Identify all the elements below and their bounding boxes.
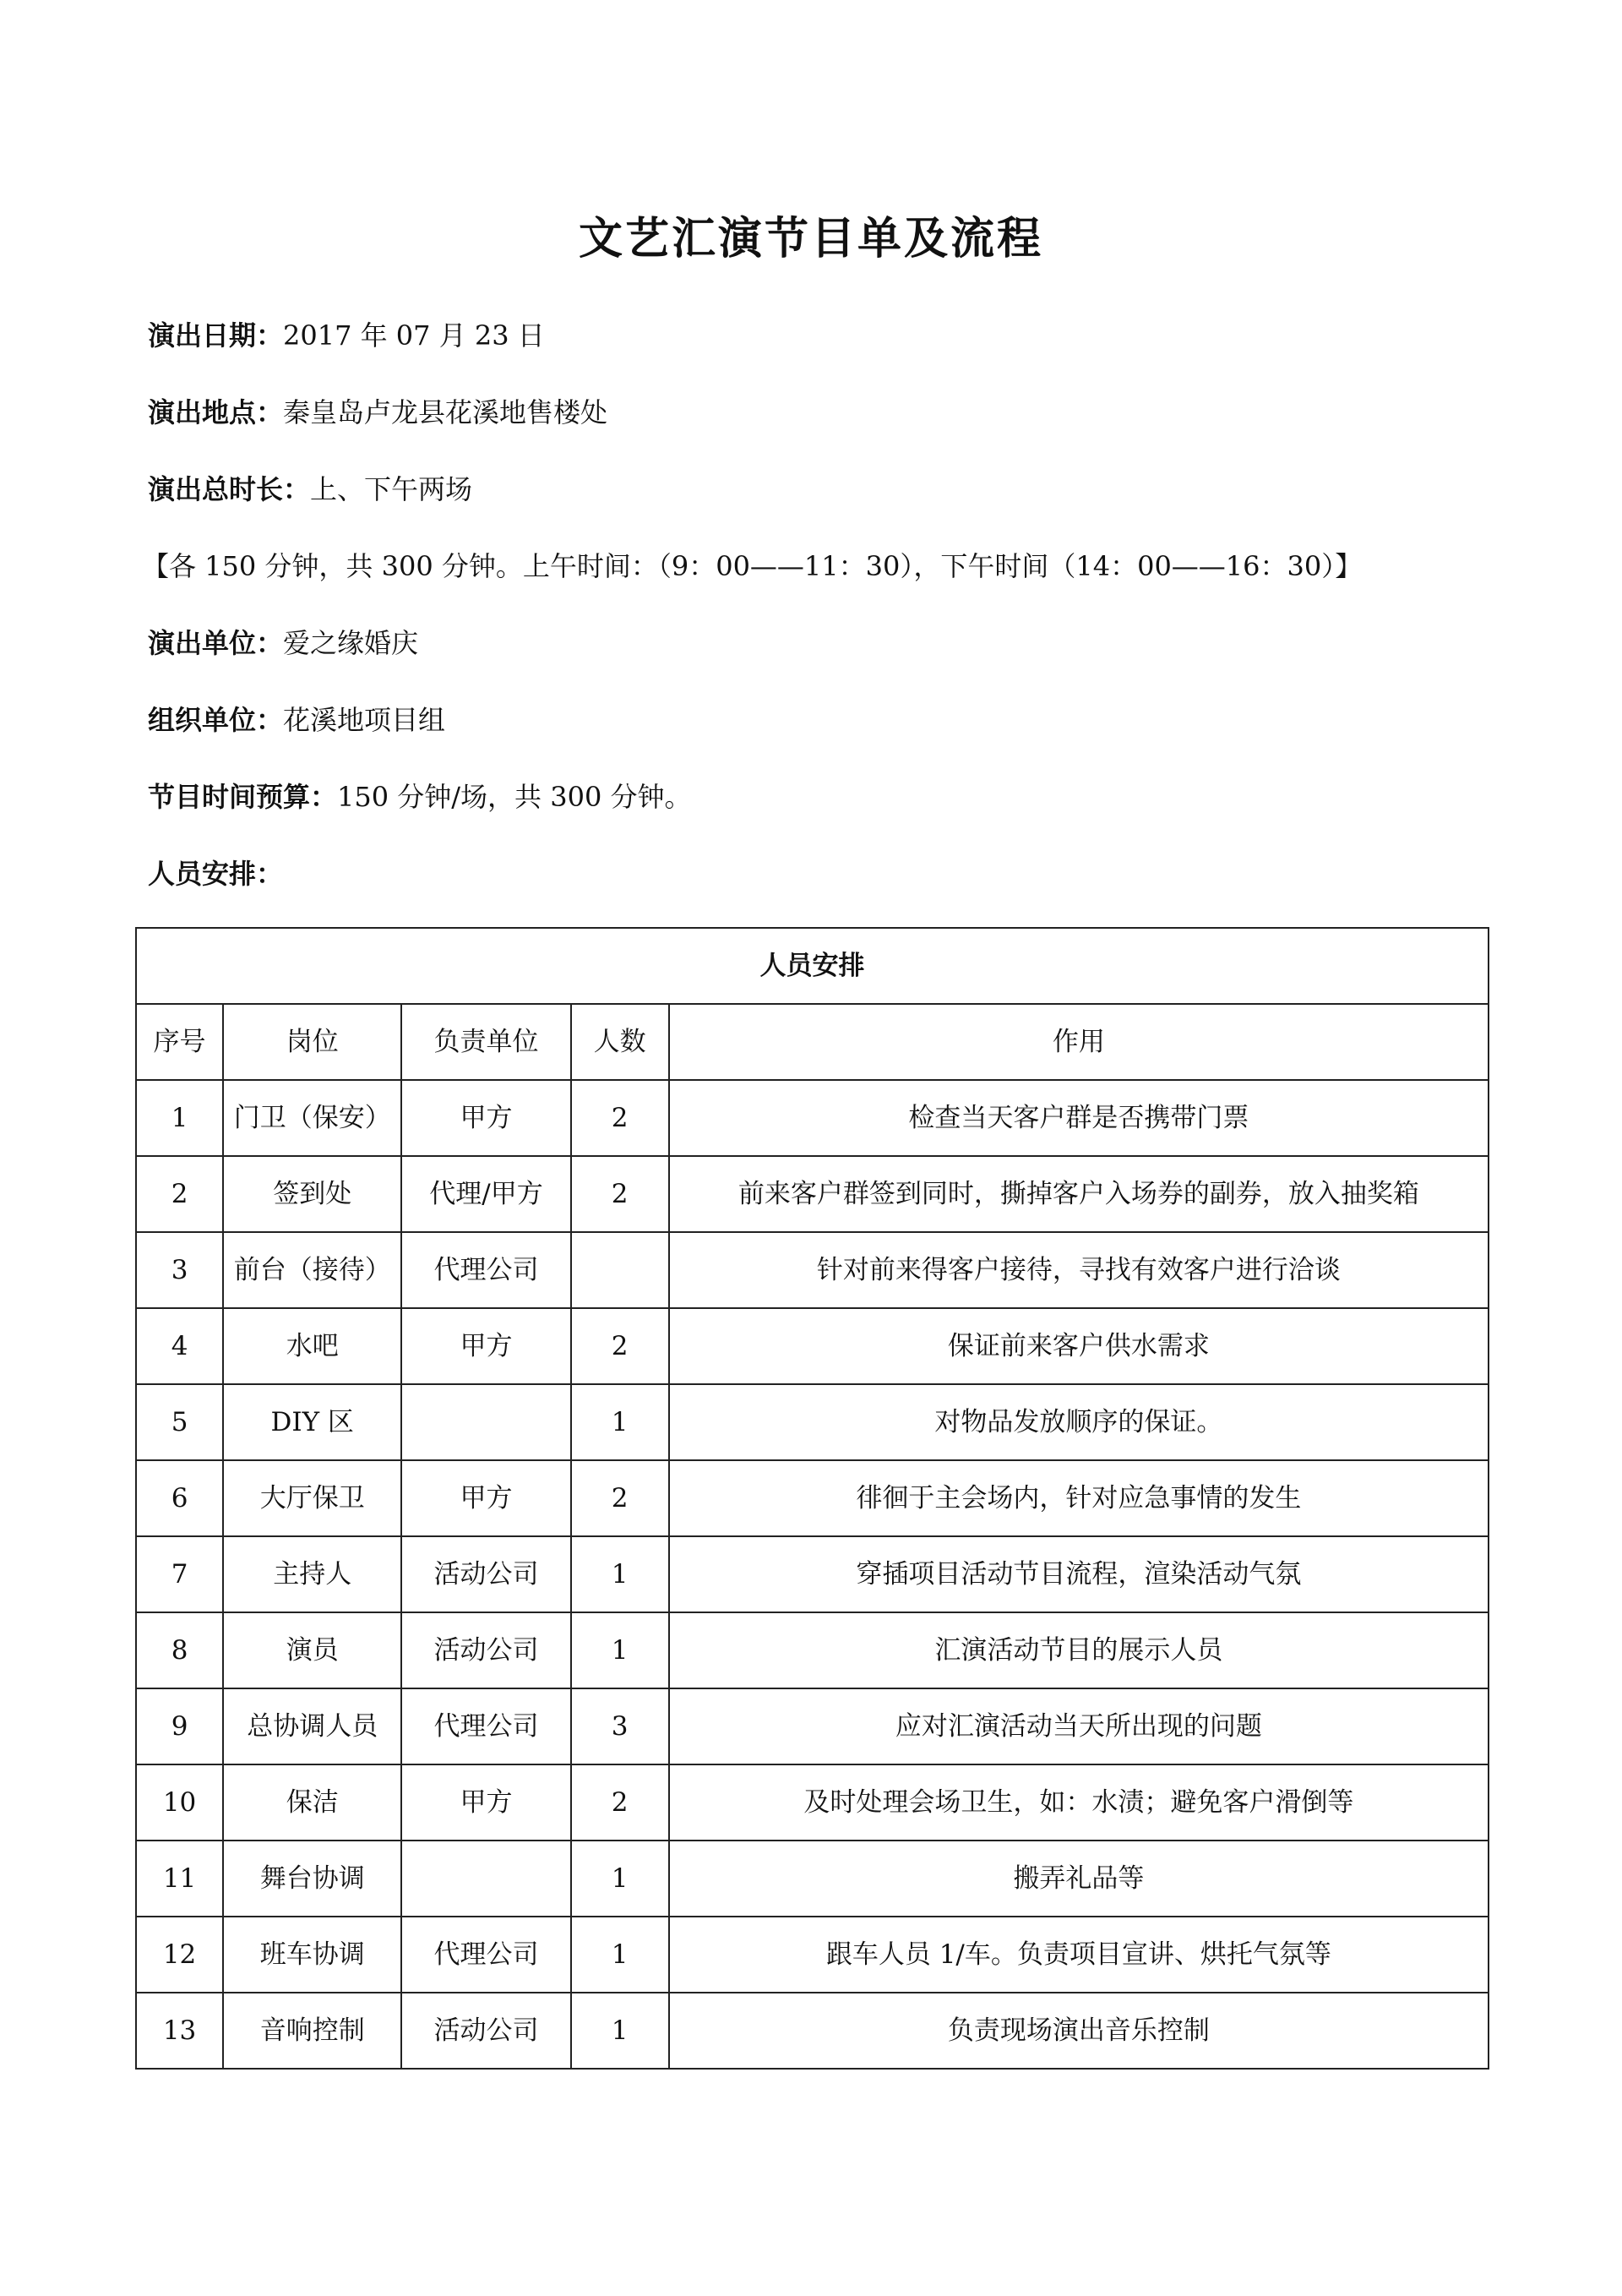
info-duration-label: 演出总时长： <box>148 473 311 505</box>
table-row <box>136 1917 1489 1993</box>
table-row <box>136 1460 1489 1536</box>
info-date-label: 演出日期： <box>148 319 284 352</box>
cell-role: 检查当天客户群是否携带门票 <box>669 1080 1489 1156</box>
cell-position: 大厅保卫 <box>223 1460 401 1536</box>
info-budget-value: 150 分钟/场，共 300 分钟。 <box>337 781 692 813</box>
cell-unit <box>401 1384 570 1460</box>
cell-position: 保洁 <box>223 1764 401 1841</box>
cell-role: 前来客户群签到同时，撕掉客户入场券的副券，放入抽奖箱 <box>669 1156 1489 1232</box>
info-venue-value: 秦皇岛卢龙县花溪地售楼处 <box>283 396 608 428</box>
cell-unit: 代理公司 <box>401 1688 570 1764</box>
cell-position: DIY 区 <box>223 1384 401 1460</box>
cell-no: 12 <box>136 1917 223 1993</box>
cell-unit: 甲方 <box>401 1308 570 1384</box>
cell-role: 针对前来得客户接待，寻找有效客户进行洽谈 <box>669 1232 1489 1308</box>
info-budget <box>148 778 691 815</box>
cell-position: 音响控制 <box>223 1993 401 2069</box>
info-venue-label: 演出地点： <box>148 396 284 428</box>
cell-count: 1 <box>571 1993 669 2069</box>
header-unit: 负责单位 <box>401 1004 570 1080</box>
table-header-row <box>136 1004 1489 1080</box>
info-duration-value: 上、下午两场 <box>310 473 473 505</box>
cell-role: 保证前来客户供水需求 <box>669 1308 1489 1384</box>
table-row <box>136 1308 1489 1384</box>
cell-count: 2 <box>571 1156 669 1232</box>
info-performer-value: 爱之缘婚庆 <box>283 627 419 659</box>
info-performer <box>148 624 418 662</box>
cell-count <box>571 1232 669 1308</box>
cell-role: 徘徊于主会场内，针对应急事情的发生 <box>669 1460 1489 1536</box>
cell-unit: 活动公司 <box>401 1612 570 1688</box>
cell-no: 1 <box>136 1080 223 1156</box>
cell-role: 穿插项目活动节目流程，渲染活动气氛 <box>669 1536 1489 1612</box>
cell-no: 2 <box>136 1156 223 1232</box>
staff-table <box>135 927 1489 2070</box>
table-caption-row <box>136 928 1489 1004</box>
cell-role: 负责现场演出音乐控制 <box>669 1993 1489 2069</box>
cell-count: 1 <box>571 1536 669 1612</box>
cell-position: 总协调人员 <box>223 1688 401 1764</box>
cell-count: 1 <box>571 1384 669 1460</box>
info-performer-label: 演出单位： <box>148 627 284 659</box>
header-role: 作用 <box>669 1004 1489 1080</box>
cell-role: 汇演活动节目的展示人员 <box>669 1612 1489 1688</box>
cell-role: 对物品发放顺序的保证。 <box>669 1384 1489 1460</box>
cell-position: 水吧 <box>223 1308 401 1384</box>
header-no: 序号 <box>136 1004 223 1080</box>
cell-count: 2 <box>571 1080 669 1156</box>
cell-position: 前台（接待） <box>223 1232 401 1308</box>
cell-count: 2 <box>571 1460 669 1536</box>
cell-position: 签到处 <box>223 1156 401 1232</box>
table-row <box>136 1688 1489 1764</box>
cell-position: 门卫（保安） <box>223 1080 401 1156</box>
cell-no: 6 <box>136 1460 223 1536</box>
cell-no: 13 <box>136 1993 223 2069</box>
cell-count: 1 <box>571 1841 669 1917</box>
cell-unit: 代理公司 <box>401 1917 570 1993</box>
cell-count: 1 <box>571 1917 669 1993</box>
cell-position: 演员 <box>223 1612 401 1688</box>
cell-no: 7 <box>136 1536 223 1612</box>
cell-count: 1 <box>571 1612 669 1688</box>
info-date <box>148 317 545 354</box>
cell-position: 舞台协调 <box>223 1841 401 1917</box>
cell-unit: 代理/甲方 <box>401 1156 570 1232</box>
cell-unit: 甲方 <box>401 1080 570 1156</box>
cell-no: 5 <box>136 1384 223 1460</box>
info-duration <box>148 471 472 508</box>
header-count: 人数 <box>571 1004 669 1080</box>
info-budget-label: 节目时间预算： <box>148 781 338 813</box>
cell-role: 应对汇演活动当天所出现的问题 <box>669 1688 1489 1764</box>
cell-count: 3 <box>571 1688 669 1764</box>
cell-no: 8 <box>136 1612 223 1688</box>
info-staff-label: 人员安排： <box>148 858 284 890</box>
cell-count: 2 <box>571 1308 669 1384</box>
cell-unit: 活动公司 <box>401 1536 570 1612</box>
cell-unit <box>401 1841 570 1917</box>
info-venue <box>148 394 607 431</box>
page-title: 文艺汇演节目单及流程 <box>578 213 1043 265</box>
info-organizer-label: 组织单位： <box>148 704 284 736</box>
info-schedule-note: 【各 150 分钟，共 300 分钟。上午时间：（9：00——11：30），下午时间（14：00——16：30）】 <box>142 550 1363 582</box>
cell-unit: 活动公司 <box>401 1993 570 2069</box>
cell-no: 4 <box>136 1308 223 1384</box>
cell-unit: 甲方 <box>401 1460 570 1536</box>
cell-position: 班车协调 <box>223 1917 401 1993</box>
info-organizer <box>148 701 445 739</box>
table-row <box>136 1841 1489 1917</box>
cell-role: 跟车人员 1/车。负责项目宣讲、烘托气氛等 <box>669 1917 1489 1993</box>
cell-no: 9 <box>136 1688 223 1764</box>
cell-position: 主持人 <box>223 1536 401 1612</box>
cell-no: 11 <box>136 1841 223 1917</box>
info-staff-heading <box>148 855 283 892</box>
table-row <box>136 1232 1489 1308</box>
info-date-value: 2017 年 07 月 23 日 <box>283 319 545 352</box>
table-row <box>136 1156 1489 1232</box>
header-position: 岗位 <box>223 1004 401 1080</box>
table-row <box>136 1536 1489 1612</box>
table-row <box>136 1764 1489 1841</box>
table-row <box>136 1612 1489 1688</box>
cell-no: 10 <box>136 1764 223 1841</box>
table-row <box>136 1993 1489 2069</box>
cell-count: 2 <box>571 1764 669 1841</box>
info-organizer-value: 花溪地项目组 <box>283 704 446 736</box>
cell-unit: 代理公司 <box>401 1232 570 1308</box>
table-caption: 人员安排 <box>136 928 1489 1004</box>
cell-role: 搬弄礼品等 <box>669 1841 1489 1917</box>
cell-no: 3 <box>136 1232 223 1308</box>
cell-role: 及时处理会场卫生，如：水渍；避免客户滑倒等 <box>669 1764 1489 1841</box>
table-row <box>136 1384 1489 1460</box>
cell-unit: 甲方 <box>401 1764 570 1841</box>
table-row <box>136 1080 1489 1156</box>
